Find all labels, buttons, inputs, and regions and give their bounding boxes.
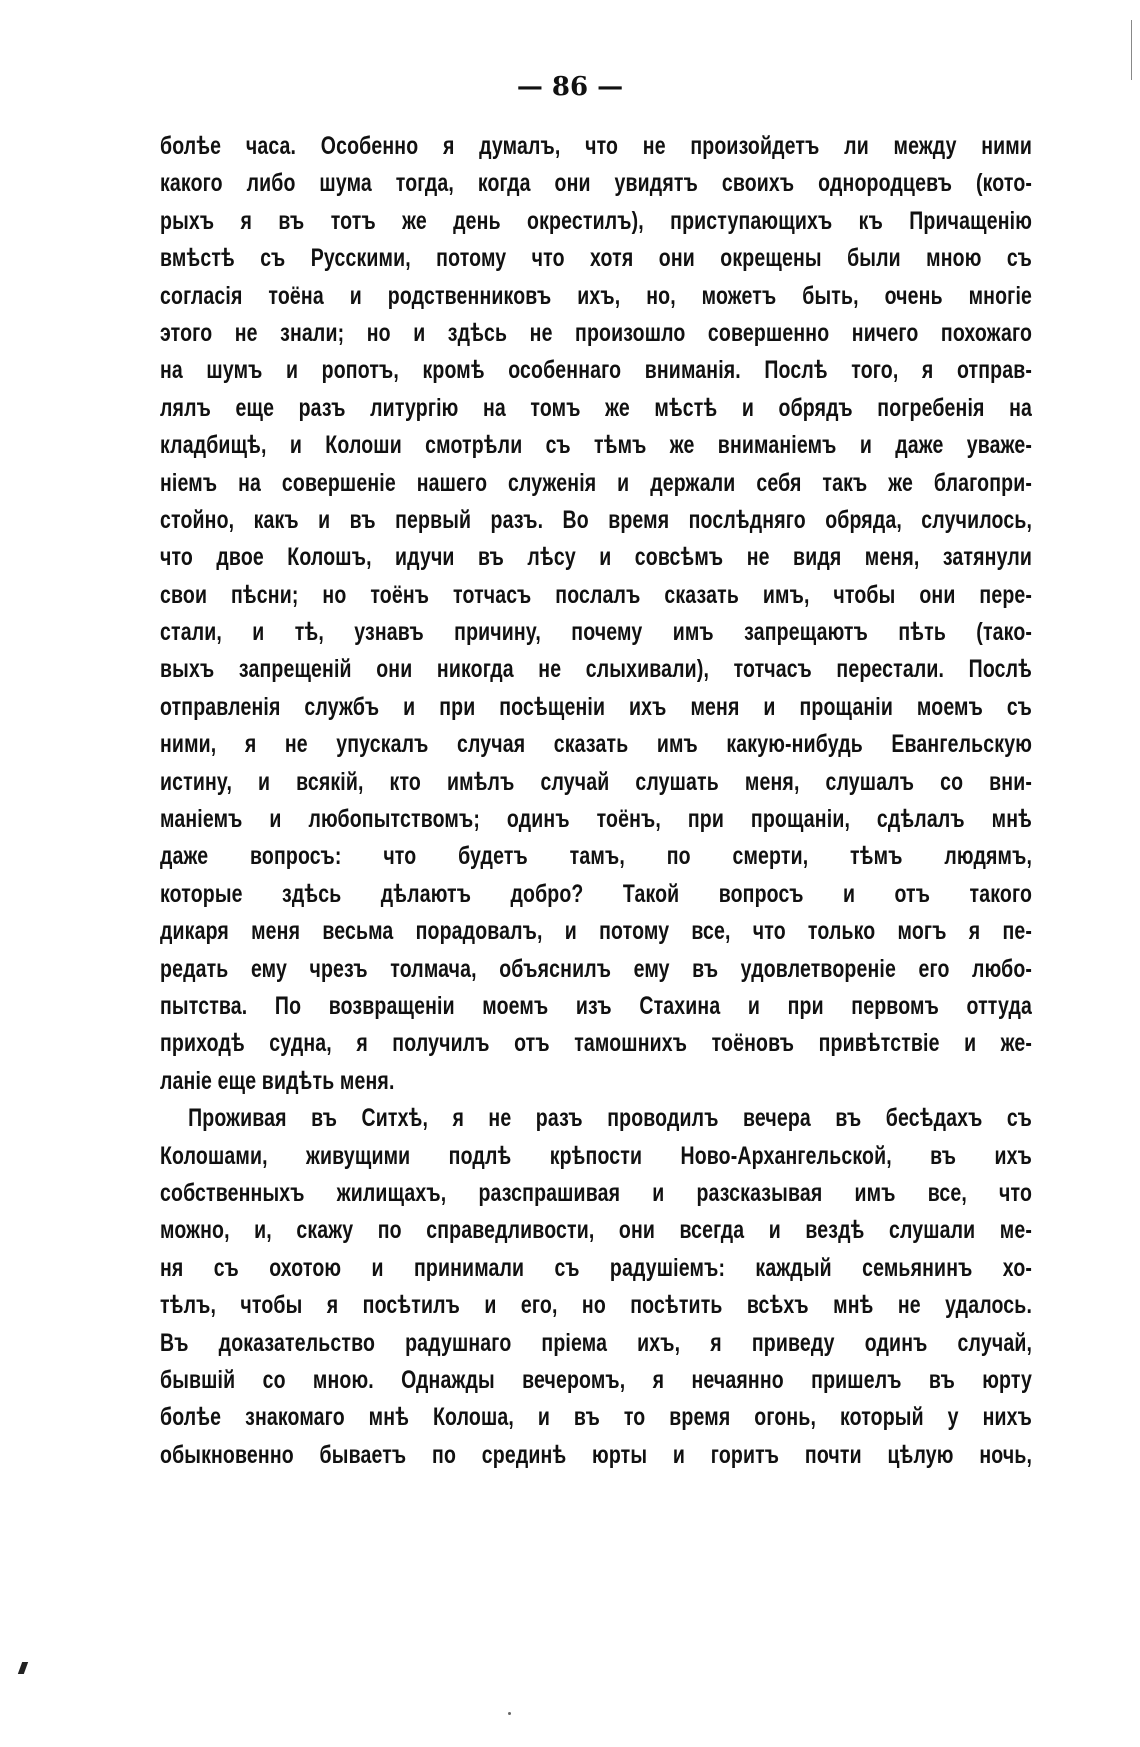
body-text xyxy=(160,128,1032,1474)
text-line: тѣлъ, чтобы я посѣтилъ и его, но посѣтить всѣхъ мнѣ не удалось. xyxy=(160,1291,1033,1320)
text-line: можно, и, скажу по справедливости, они всегда и вездѣ слушали ме- xyxy=(160,1216,1033,1245)
text-line: выхъ запрещеній они никогда не слыхивали), тотчасъ перестали. Послѣ xyxy=(160,655,1033,684)
text-line: свои пѣсни; но тоёнъ тотчасъ послалъ сказать имъ, чтобы они пере- xyxy=(160,580,1033,609)
paragraph xyxy=(160,128,1032,1100)
text-line: маніемъ и любопытствомъ; одинъ тоёнъ, при прощаніи, сдѣлалъ мнѣ xyxy=(160,805,1033,834)
text-line: редать ему чрезъ толмача, объяснилъ ему въ удовлетвореніе его любо- xyxy=(160,954,1033,983)
text-line: Колошами, живущими подлѣ крѣпости Ново-Архангельской, въ ихъ xyxy=(160,1141,1033,1170)
text-line: Въ доказательство радушнаго пріема ихъ, я приведу одинъ случай, xyxy=(160,1328,1033,1357)
text-line: какого либо шума тогда, когда они увидятъ своихъ однородцевъ (кото- xyxy=(160,169,1033,198)
text-line: рыхъ я въ тотъ же день окрестилъ), приступающихъ къ Причащенію xyxy=(160,206,1033,235)
text-line: дикаря меня весьма порадовалъ, и потому все, что только могъ я пе- xyxy=(160,917,1033,946)
text-line: лялъ еще разъ литургію на томъ же мѣстѣ и обрядъ погребенія на xyxy=(160,393,1033,422)
text-line: болѣе знакомаго мнѣ Колоша, и въ то время огонь, который у нихъ xyxy=(160,1403,1033,1432)
text-line: которые здѣсь дѣлаютъ добро? Такой вопросъ и отъ такого xyxy=(160,879,1033,908)
text-line: кладбищѣ, и Колоши смотрѣли съ тѣмъ же вниманіемъ и даже уваже- xyxy=(160,431,1033,460)
text-line: истину, и всякій, кто имѣлъ случай слушать меня, слушалъ со вни- xyxy=(160,767,1033,796)
text-line: ня съ охотою и принимали съ радушіемъ: каждый семьянинъ хо- xyxy=(160,1253,1033,1282)
text-line: стойно, какъ и въ первый разъ. Во время послѣдняго обряда, случилось, xyxy=(160,505,1033,534)
page-edge-line xyxy=(1131,20,1132,80)
text-line: ними, я не упускалъ случая сказать имъ какую-нибудь Евангельскую xyxy=(160,730,1033,759)
text-line: собственныхъ жилищахъ, разспрашивая и разсказывая имъ все, что xyxy=(160,1178,1033,1207)
text-line: даже вопросъ: что будетъ тамъ, по смерти, тѣмъ людямъ, xyxy=(160,842,1033,871)
print-dot xyxy=(508,1712,511,1715)
text-line: этого не знали; но и здѣсь не произошло совершенно ничего похожаго xyxy=(160,318,1033,347)
text-line: обыкновенно бываетъ по срединѣ юрты и горитъ почти цѣлую ночь, xyxy=(160,1440,1033,1469)
text-line: согласія тоёна и родственниковъ ихъ, но, можетъ быть, очень многіе xyxy=(160,281,1033,310)
page-number: — 86 — xyxy=(516,72,624,102)
text-line: болѣе часа. Особенно я думалъ, что не произойдетъ ли между ними xyxy=(160,132,1033,160)
paragraph xyxy=(160,1100,1032,1474)
text-line: стали, и тѣ, узнавъ причину, почему имъ запрещаютъ пѣть (тако- xyxy=(160,618,1033,647)
text-line: ніемъ на совершеніе нашего служенія и держали себя такъ же благопри- xyxy=(160,468,1033,497)
text-line: приходѣ судна, я получилъ отъ тамошнихъ тоёновъ привѣтствіе и же- xyxy=(160,1029,1033,1058)
text-line: Проживая въ Ситхѣ, я не разъ проводилъ вечера въ бесѣдахъ съ xyxy=(188,1104,1033,1133)
print-mark xyxy=(18,1662,28,1674)
text-line: бывшій со мною. Однажды вечеромъ, я нечаянно пришелъ въ юрту xyxy=(160,1365,1033,1394)
text-line: вмѣстѣ съ Русскими, потому что хотя они окрещены были мною съ xyxy=(160,244,1033,273)
text-line: пытства. По возвращеніи моемъ изъ Стахина и при первомъ оттуда xyxy=(160,991,1033,1020)
text-line: отправленія службъ и при посѣщеніи ихъ меня и прощаніи моемъ съ xyxy=(160,692,1033,721)
text-line: что двое Колошъ, идучи въ лѣсу и совсѣмъ не видя меня, затянули xyxy=(160,543,1033,572)
text-line: ланіе еще видѣть меня. xyxy=(160,1066,395,1095)
text-line: на шумъ и ропотъ, кромѣ особеннаго вниманія. Послѣ того, я отправ- xyxy=(160,356,1033,385)
